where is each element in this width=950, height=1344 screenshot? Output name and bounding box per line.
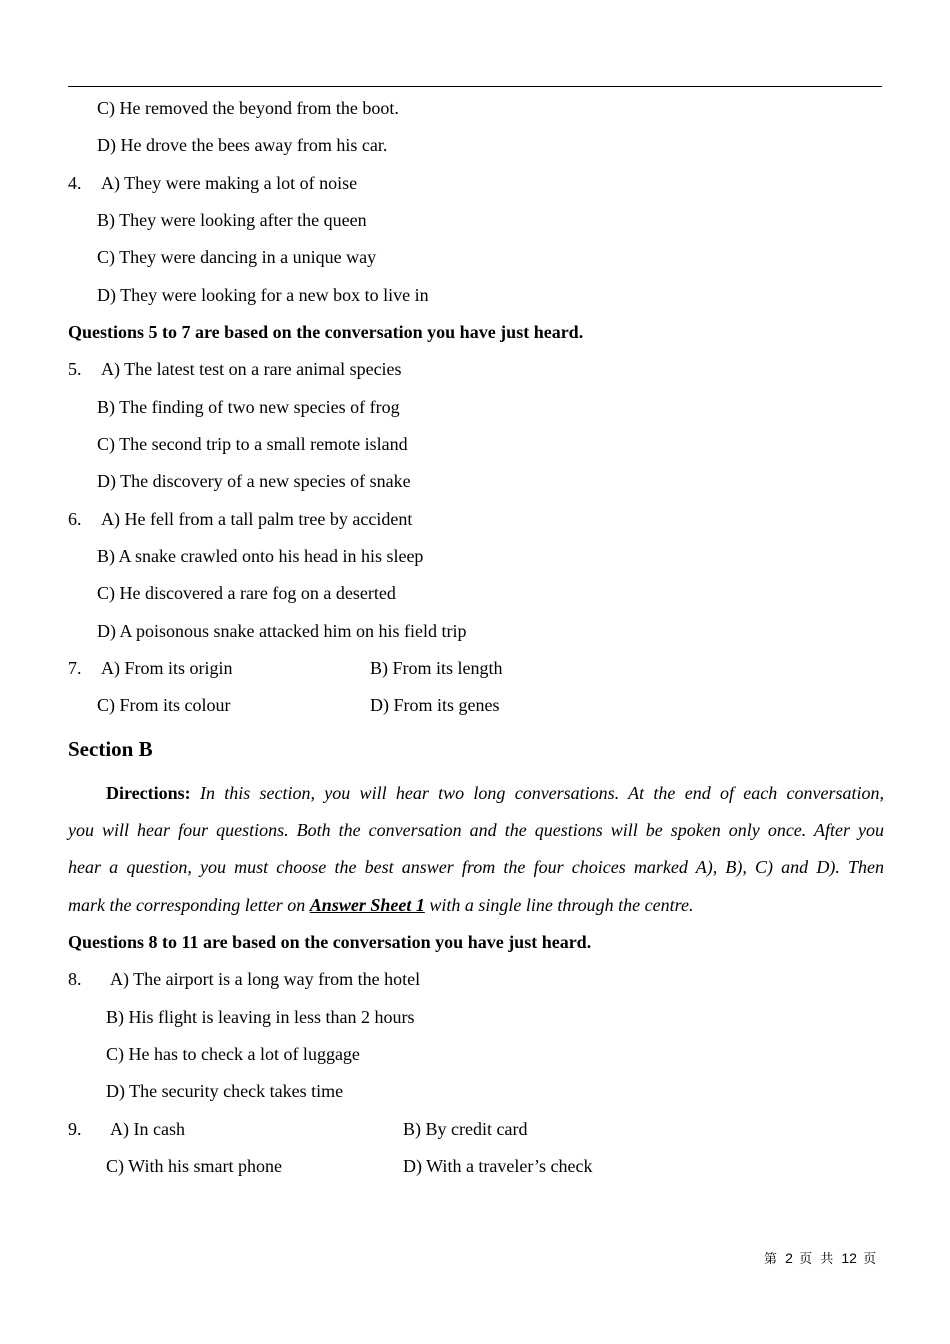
- header-rule: [68, 86, 882, 87]
- q4-option-a: A) They were making a lot of noise: [101, 173, 358, 193]
- directions-line-2: you will hear four questions. Both the conversation and the questions will be spoken only once. After you: [68, 820, 884, 840]
- total-pages-number: 12: [841, 1250, 857, 1266]
- q8-option-a: A) The airport is a long way from the hotel: [110, 969, 421, 989]
- q6-number: 6.: [68, 509, 82, 529]
- q3-option-c: C) He removed the beyond from the boot.: [97, 98, 399, 118]
- page-footer: 第 2 页 共 12 页: [764, 1250, 879, 1267]
- q4-option-c: C) They were dancing in a unique way: [97, 247, 377, 267]
- answer-sheet-reference: Answer Sheet 1: [309, 895, 425, 915]
- q9-option-d: D) With a traveler’s check: [403, 1156, 593, 1176]
- q9-option-c: C) With his smart phone: [106, 1156, 282, 1176]
- q7-option-c: C) From its colour: [97, 695, 231, 715]
- q8-option-d: D) The security check takes time: [106, 1081, 344, 1101]
- q6-option-c: C) He discovered a rare fog on a deserted: [97, 583, 396, 603]
- q3-option-d: D) He drove the bees away from his car.: [97, 135, 388, 155]
- q8-number: 8.: [68, 969, 82, 989]
- questions-5-7-heading: Questions 5 to 7 are based on the conversation you have just heard.: [68, 322, 584, 342]
- q9-option-b: B) By credit card: [403, 1119, 528, 1139]
- q8-option-b: B) His flight is leaving in less than 2 hours: [106, 1007, 415, 1027]
- questions-8-11-heading: Questions 8 to 11 are based on the conversation you have just heard.: [68, 932, 592, 952]
- current-page-number: 2: [785, 1250, 793, 1266]
- q5-option-a: A) The latest test on a rare animal species: [101, 359, 402, 379]
- section-b-title: Section B: [68, 737, 153, 761]
- q5-number: 5.: [68, 359, 82, 379]
- q7-option-a: A) From its origin: [101, 658, 233, 678]
- q4-option-d: D) They were looking for a new box to live in: [97, 285, 429, 305]
- q7-option-b: B) From its length: [370, 658, 503, 678]
- q5-option-d: D) The discovery of a new species of snake: [97, 471, 411, 491]
- directions-line-1: Directions: In this section, you will hear two long conversations. At the end of each conversation,: [106, 783, 884, 803]
- q7-option-d: D) From its genes: [370, 695, 500, 715]
- q4-number: 4.: [68, 173, 82, 193]
- directions-line-4: mark the corresponding letter on Answer Sheet 1 with a single line through the centre.: [68, 895, 694, 915]
- q5-option-c: C) The second trip to a small remote island: [97, 434, 408, 454]
- q6-option-a: A) He fell from a tall palm tree by accident: [101, 509, 413, 529]
- q9-number: 9.: [68, 1119, 82, 1139]
- q5-option-b: B) The finding of two new species of frog: [97, 397, 400, 417]
- q4-option-b: B) They were looking after the queen: [97, 210, 367, 230]
- directions-line-3: hear a question, you must choose the best answer from the four choices marked A), B), C) and D). Then: [68, 857, 884, 877]
- q7-number: 7.: [68, 658, 82, 678]
- q6-option-b: B) A snake crawled onto his head in his sleep: [97, 546, 424, 566]
- q8-option-c: C) He has to check a lot of luggage: [106, 1044, 360, 1064]
- q6-option-d: D) A poisonous snake attacked him on his field trip: [97, 621, 467, 641]
- directions-label: Directions:: [106, 783, 191, 803]
- q9-option-a: A) In cash: [110, 1119, 185, 1139]
